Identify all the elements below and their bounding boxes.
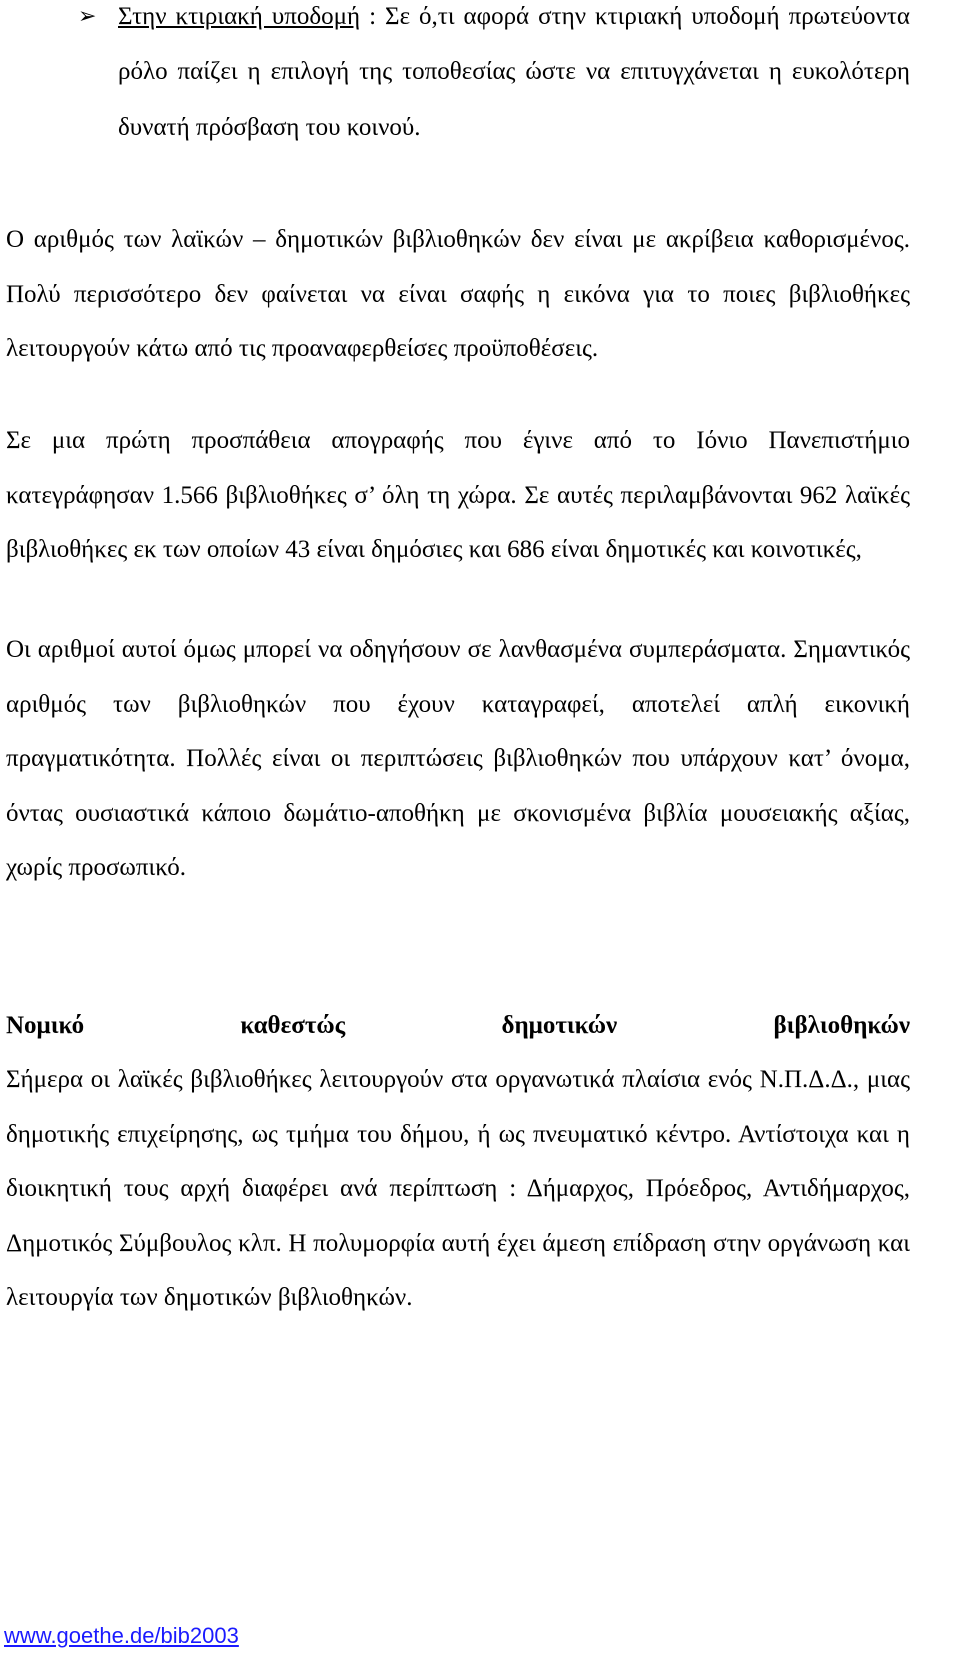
bullet-title: Στην κτιριακή υποδομή bbox=[118, 3, 361, 30]
paragraph-ionian-survey: Σε μια πρώτη προσπάθεια απογραφής που έγινε από το Ιόνιο Πανεπιστήμιο κατεγράφησαν 1.566 βιβλιοθήκες σ’ όλη τη χώρα. Σε αυτές περιλαμβάνονται 962 λαϊκές βιβλιοθήκες εκ των οποίων 43 είναι δημόσιες και 686 είναι δημοτικές και κοινοτικές, bbox=[6, 427, 910, 564]
heading-word-2: καθεστώς bbox=[240, 1012, 346, 1039]
bullet-item bbox=[78, 0, 911, 155]
section-heading bbox=[6, 999, 910, 1053]
heading-word-1: Νομικό bbox=[6, 1012, 85, 1039]
heading-word-3: δημοτικών bbox=[501, 1012, 618, 1039]
bullet-arrow-icon: ➢ bbox=[78, 4, 97, 29]
paragraph-misleading-numbers: Οι αριθμοί αυτοί όμως μπορεί να οδηγήσουν σε λανθασμένα συμπεράσματα. Σημαντικός αριθμός των βιβλιοθηκών που έχουν καταγραφεί, αποτελεί απλή εικονική πραγματικότητα. Πολλές είναι οι περιπτώσεις βιβλιοθηκών που υπάρχουν κατ’ όνομα, όντας ουσιαστικά κάποιο δωμάτιο-αποθήκη με σκονισμένα βιβλία μουσειακής αξίας, χωρίς προσωπικό. bbox=[6, 636, 910, 882]
heading-word-4: βιβλιοθηκών bbox=[773, 1012, 910, 1039]
paragraph-legal-status: Σήμερα οι λαϊκές βιβλιοθήκες λειτουργούν στα οργανωτικά πλαίσια ενός Ν.Π.Δ.Δ., μιας δημοτικής επιχείρησης, ως τμήμα του δήμου, ή ως πνευματικό κέντρο. Αντίστοιχα και η διοικητική τους αρχή διαφέρει ανά περίπτωση : Δήμαρχος, Πρόεδρος, Αντιδήμαρχος, Δημοτικός Σύμβουλος κλπ. Η πολυμορφία αυτή έχει άμεση επίδραση στην οργάνωση και λειτουργία των δημοτικών βιβλιοθηκών. bbox=[6, 1066, 910, 1312]
bullet-separator: : bbox=[360, 3, 386, 30]
footer-source-link[interactable]: www.goethe.de/bib2003 bbox=[4, 1623, 239, 1648]
bullet-text: Σε ό,τι αφορά στην κτιριακή υποδομή πρωτεύοντα ρόλο παίζει η επιλογή της τοποθεσίας ώστε να επιτυγχάνεται η ευκολότερη δυνατή πρόσβαση του κοινού. bbox=[118, 3, 911, 141]
paragraph-library-count: Ο αριθμός των λαϊκών – δημοτικών βιβλιοθηκών δεν είναι με ακρίβεια καθορισμένος. Πολύ περισσότερο δεν φαίνεται να είναι σαφής η εικόνα για το ποιες βιβλιοθήκες λειτουργούν κάτω από τις προαναφερθείσες προϋποθέσεις. bbox=[6, 226, 910, 363]
